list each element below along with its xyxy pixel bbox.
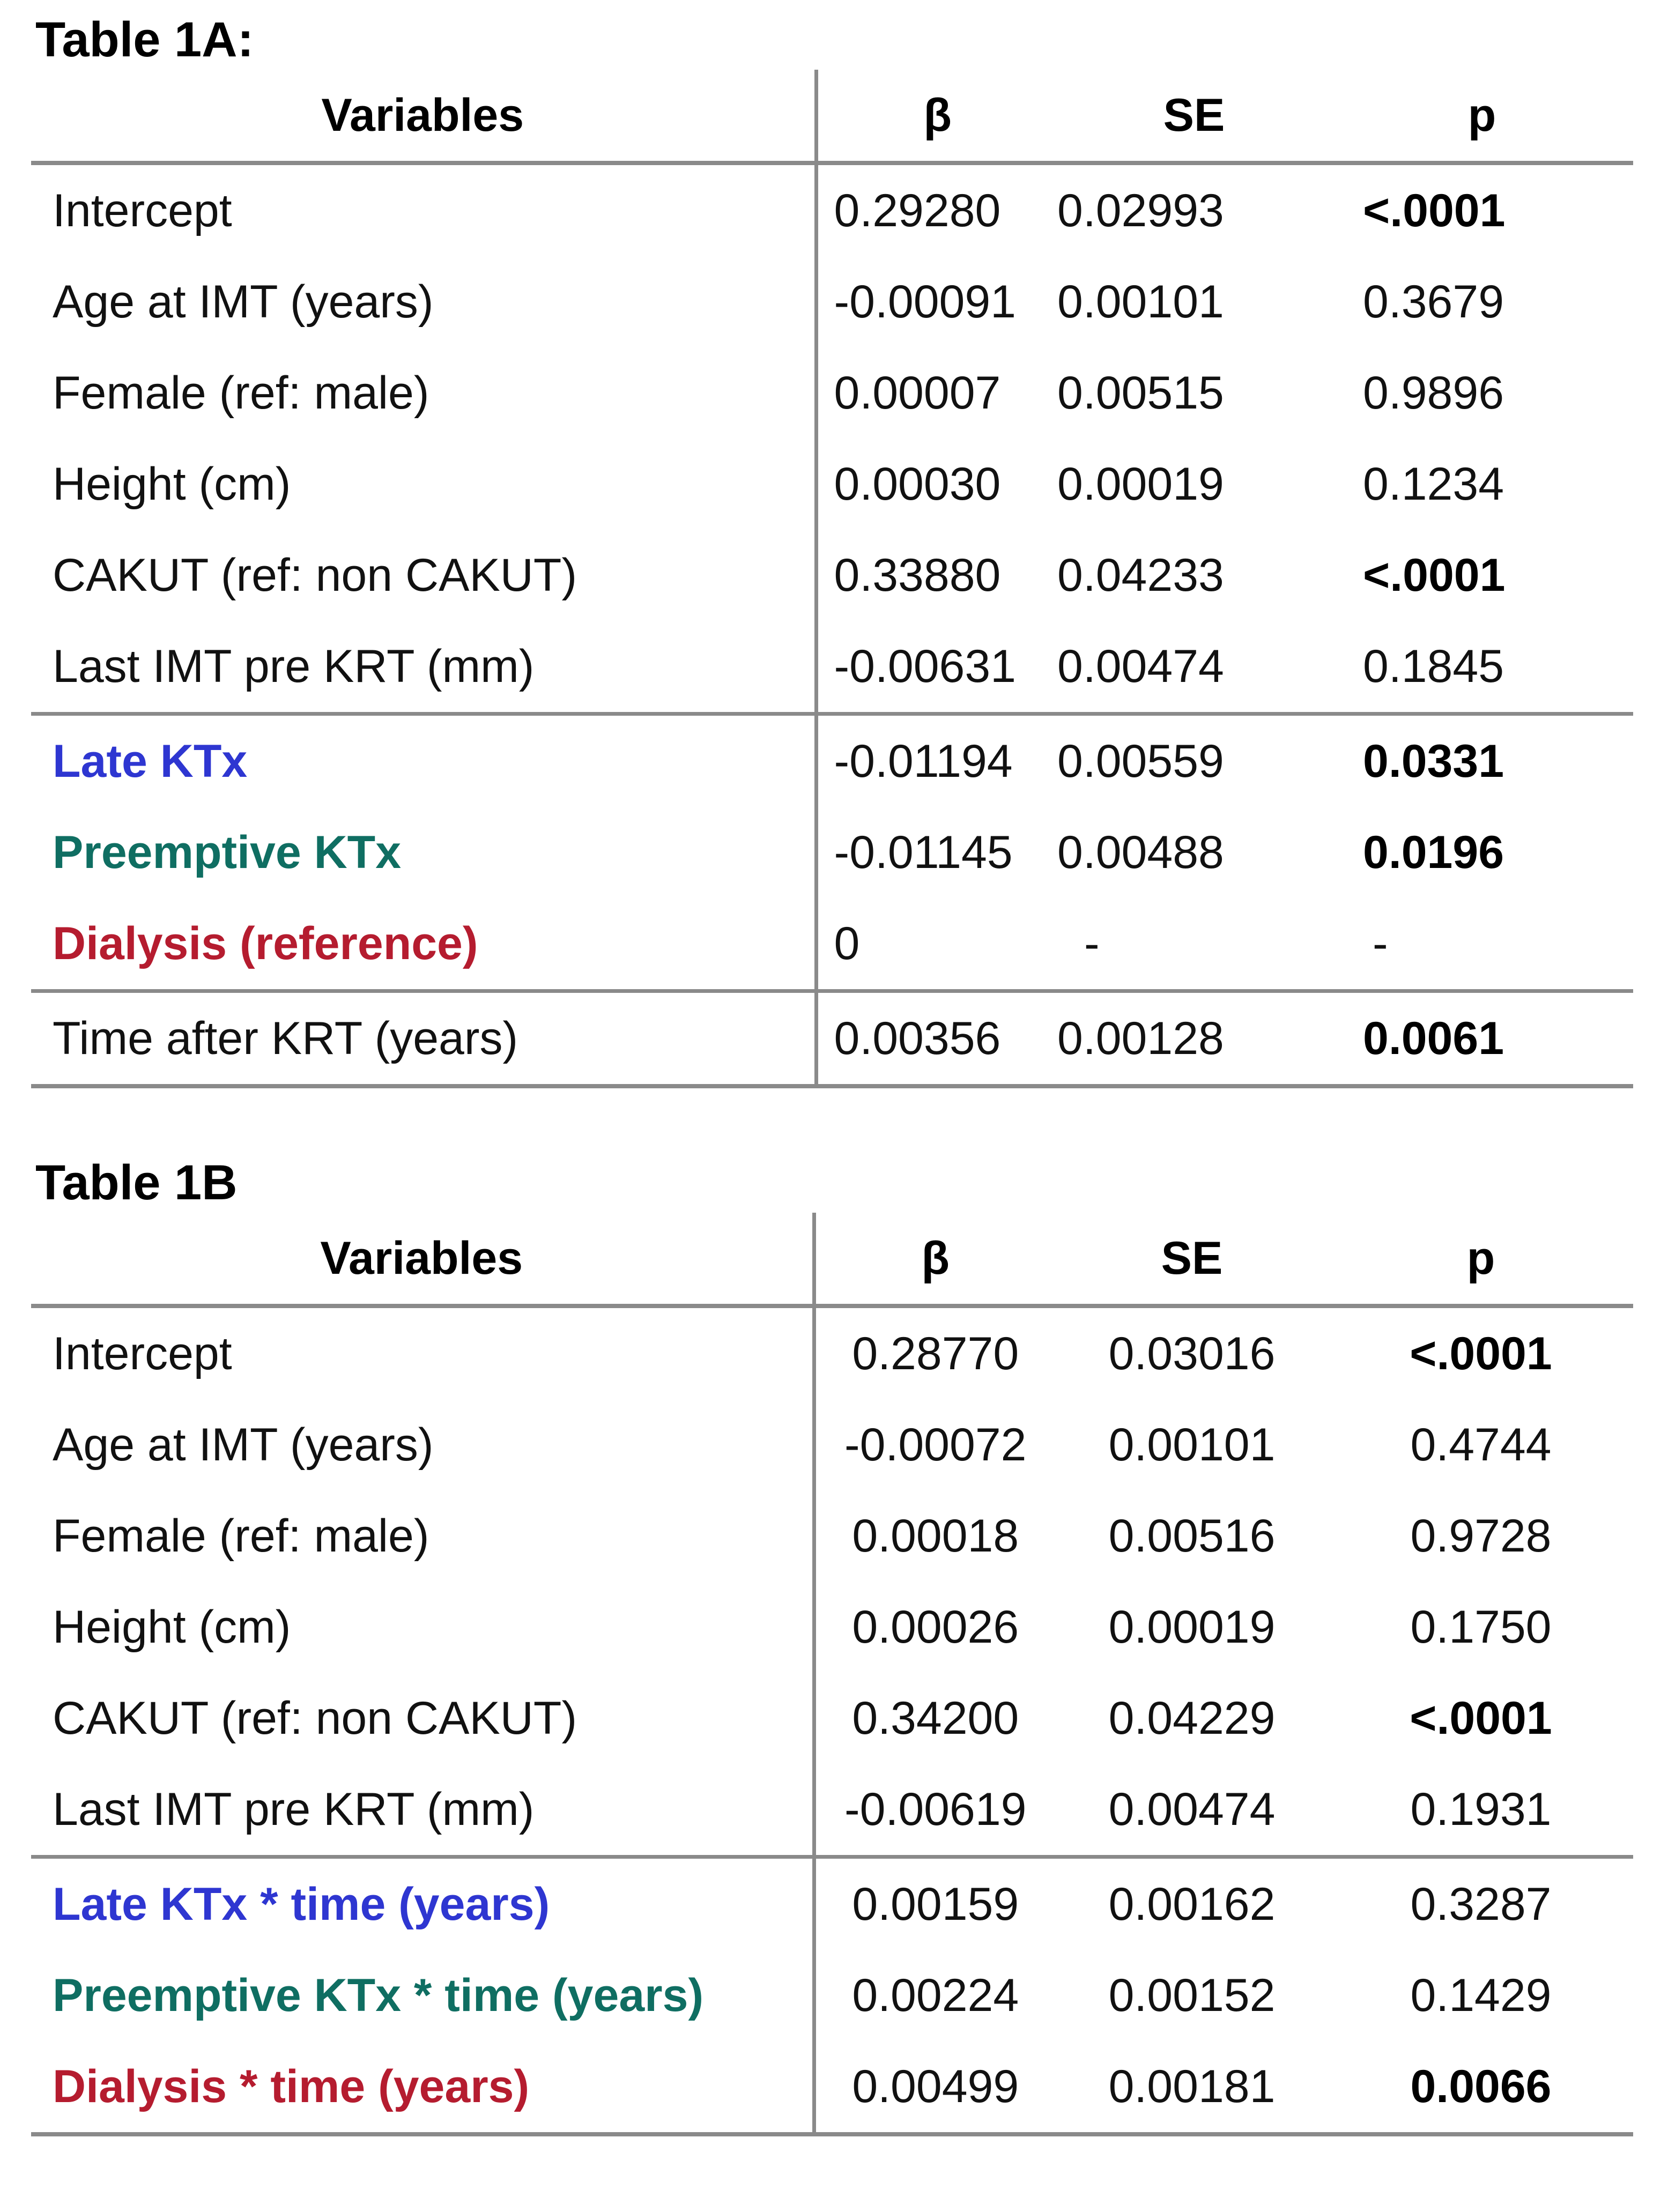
cell-variable: Height (cm) [53,458,291,510]
cell-se: 0.04233 [1057,549,1224,601]
cell-se: 0.00488 [1057,826,1224,878]
cell-variable: Female (ref: male) [53,1510,429,1562]
cell-se: 0.00101 [1057,276,1224,328]
cell-se: 0.00128 [1057,991,1331,1087]
cell-beta: 0.00356 [816,991,1057,1087]
cell-se: 0.00474 [1108,1783,1276,1835]
cell-p: 0.3679 [1363,276,1504,328]
cell-beta: 0.29280 [816,163,1057,256]
cell-beta: -0.01194 [816,714,1057,807]
table-row [31,1764,1633,1857]
cell-p: 0.0066 [1329,2041,1633,2134]
table-row [31,1306,1633,1399]
cell-variable: Time after KRT (years) [31,991,816,1087]
cell-se: 0.00162 [1055,1857,1329,1950]
table-header-row [31,1213,1633,1306]
cell-p: 0.1234 [1363,458,1504,510]
table-row [31,256,1633,347]
header-p: p [1331,70,1633,163]
cell-beta: -0.00091 [816,256,1057,347]
cell-se: 0.00181 [1055,2041,1329,2134]
cell-p: <.0001 [1363,184,1506,236]
cell-variable-preemptive-ktx: Preemptive KTx [53,826,402,878]
cell-se: 0.00516 [1108,1510,1276,1562]
cell-beta: 0.00007 [816,347,1057,439]
cell-p: 0.0331 [1331,714,1633,807]
cell-beta: 0 [816,898,1057,991]
table-1b [31,1213,1633,2136]
table-row [31,1490,1633,1582]
cell-p: <.0001 [1363,549,1506,601]
cell-p: 0.1845 [1363,640,1504,692]
cell-p: 0.1931 [1410,1783,1552,1835]
cell-variable: CAKUT (ref: non CAKUT) [53,1692,577,1744]
cell-beta: 0.34200 [814,1673,1055,1764]
table-row [31,163,1633,256]
cell-se: 0.02993 [1057,184,1224,236]
cell-se: 0.00019 [1057,458,1224,510]
table-1b-title: Table 1B [35,1155,238,1210]
cell-p: 0.9896 [1363,367,1504,419]
cell-variable-late-ktx: Late KTx [31,714,816,807]
table-row [31,898,1633,991]
cell-beta: 0.28770 [814,1306,1055,1399]
cell-variable-dialysis: Dialysis (reference) [53,917,478,969]
cell-p: <.0001 [1410,1327,1552,1379]
table-row [31,439,1633,530]
cell-p: 0.0061 [1331,991,1633,1087]
table-row [31,1582,1633,1673]
cell-p: 0.3287 [1329,1857,1633,1950]
cell-beta: -0.00631 [816,621,1057,714]
cell-beta: 0.00159 [814,1857,1055,1950]
table-row [31,2041,1633,2134]
cell-se: 0.00019 [1108,1601,1276,1653]
cell-variable: Height (cm) [53,1601,291,1653]
table-header-row [31,70,1633,163]
cell-variable-late-ktx-time: Late KTx * time (years) [31,1857,814,1950]
header-beta: β [814,1213,1055,1306]
table-1a-title: Table 1A: [35,12,254,67]
header-se: SE [1057,70,1331,163]
table-row [31,1399,1633,1490]
table-row [31,807,1633,898]
cell-p: - [1373,917,1388,969]
cell-se: 0.00474 [1057,640,1224,692]
cell-p: 0.1750 [1410,1601,1552,1653]
cell-beta: 0.00018 [814,1490,1055,1582]
table-row [31,991,1633,1087]
table-row [31,1673,1633,1764]
cell-se: 0.00515 [1057,367,1224,419]
cell-p: 0.0196 [1363,826,1504,878]
cell-beta: -0.00619 [814,1764,1055,1857]
cell-p: 0.4744 [1410,1419,1552,1471]
table-1a [31,70,1633,1088]
cell-beta: -0.00072 [814,1399,1055,1490]
table-row [31,347,1633,439]
table-row [31,530,1633,621]
cell-variable: Age at IMT (years) [53,1419,434,1471]
cell-beta: 0.33880 [816,530,1057,621]
cell-p: <.0001 [1410,1692,1552,1744]
cell-beta: 0.00499 [814,2041,1055,2134]
header-beta: β [816,70,1057,163]
cell-se: - [1084,917,1100,969]
table-row [31,621,1633,714]
table-row [31,1857,1633,1950]
table-row [31,1950,1633,2041]
cell-se: 0.00559 [1057,714,1331,807]
cell-beta: -0.01145 [816,807,1057,898]
cell-beta: 0.00224 [814,1950,1055,2041]
cell-variable-dialysis-time: Dialysis * time (years) [31,2041,814,2134]
header-variables: Variables [31,1213,814,1306]
cell-variable: Last IMT pre KRT (mm) [53,640,535,692]
cell-se: 0.04229 [1108,1692,1276,1744]
cell-p: 0.9728 [1410,1510,1552,1562]
cell-se: 0.00152 [1108,1969,1276,2021]
cell-beta: 0.00030 [816,439,1057,530]
table-row [31,714,1633,807]
cell-variable: Age at IMT (years) [53,276,434,328]
header-variables: Variables [31,70,816,163]
cell-variable: Intercept [53,1327,232,1379]
header-p: p [1329,1213,1633,1306]
cell-beta: 0.00026 [814,1582,1055,1673]
cell-variable: Last IMT pre KRT (mm) [53,1783,535,1835]
cell-se: 0.00101 [1108,1419,1276,1471]
cell-variable: Female (ref: male) [53,367,429,419]
cell-p: 0.1429 [1410,1969,1552,2021]
cell-variable-preemptive-ktx-time: Preemptive KTx * time (years) [53,1969,704,2021]
cell-variable: Intercept [53,184,232,236]
cell-se: 0.03016 [1108,1327,1276,1379]
header-se: SE [1055,1213,1329,1306]
cell-variable: CAKUT (ref: non CAKUT) [53,549,577,601]
